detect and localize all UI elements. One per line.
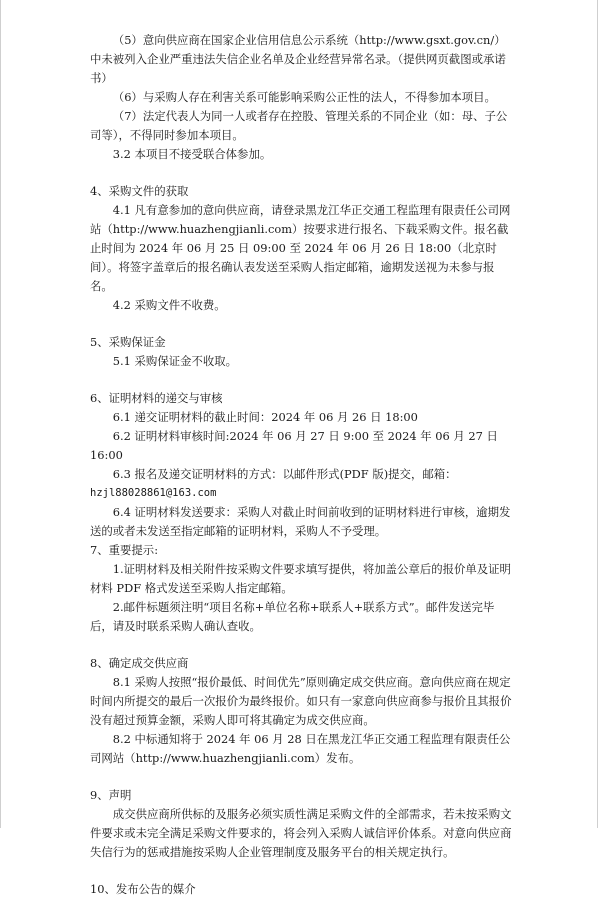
clause-3-2: 3.2 本项目不接受联合体参加。 xyxy=(112,147,272,161)
section-10-heading: 10、发布公告的媒介 xyxy=(90,882,196,896)
section-4-heading: 4、采购文件的获取 xyxy=(90,184,189,198)
clause-8-1: 8.1 采购人按照“报价最低、时间优先”原则确定成交供应商。意向供应商在规定时间内所提交的最后一次报价为最终报价。如只有一家意向供应商参与报价且其报价没有超过预算金额，采购人即可将其确定为成交供应商。 xyxy=(90,675,512,727)
contact-email: hzjl88028861@163.com xyxy=(90,487,217,499)
section-6-heading: 6、证明材料的递交与审核 xyxy=(90,391,223,405)
clause-6-3: 6.3 报名及递交证明材料的方式：以邮件形式(PDF 版)提交，邮箱： xyxy=(112,467,457,481)
clause-3-1-6: （6）与采购人存在利害关系可能影响采购公正性的法人，不得参加本项目。 xyxy=(112,90,496,104)
section-8-heading: 8、确定成交供应商 xyxy=(90,656,189,670)
section-9-heading: 9、声明 xyxy=(90,788,132,802)
section-7-heading: 7、重要提示: xyxy=(90,543,159,557)
clause-3-1-7: （7）法定代表人为同一人或者存在控股、管理关系的不同企业（如：母、子公司等），不得同时参加本项目。 xyxy=(90,109,508,142)
clause-3-1-5: （5）意向供应商在国家企业信用信息公示系统（http://www.gsxt.gov.cn/）中未被列入企业严重违法失信企业名单及企业经营异常名录。（提供网页截图或承诺书） xyxy=(90,33,506,85)
clause-6-2: 6.2 证明材料审核时间:2024 年 06 月 27 日 9:00 至 2024 年 06 月 27 日 16:00 xyxy=(90,429,498,462)
clause-5-1: 5.1 采购保证金不收取。 xyxy=(112,354,238,368)
clause-4-1: 4.1 凡有意参加的意向供应商，请登录黑龙江华正交通工程监理有限责任公司网站（http://www.huazhengjianli.com）按要求进行报名、下载采购文件。报名截止时间为 2024 年 06 月 25 日 09:00 至 2024 年 06 月 26 日 18:00（北京时间）。将签字盖章后的报名确认表发送至采购人指定邮箱，逾期发送视为未参与报名。 xyxy=(90,203,511,293)
notice-2: 2.邮件标题须注明“项目名称+单位名称+联系人+联系方式”。邮件发送完毕后，请及时联系采购人确认查收。 xyxy=(90,600,495,633)
clause-6-1: 6.1 递交证明材料的截止时间：2024 年 06 月 26 日 18:00 xyxy=(112,410,418,424)
section-5-heading: 5、采购保证金 xyxy=(90,335,166,349)
clause-6-4: 6.4 证明材料发送要求：采购人对截止时间前收到的证明材料进行审核，逾期发送的或者未发送至指定邮箱的证明材料，采购人不予受理。 xyxy=(90,505,511,538)
notice-1: 1.证明材料及相关附件按采购文件要求填写提供，将加盖公章后的报价单及证明材料 PDF 格式发送至采购人指定邮箱。 xyxy=(90,562,511,595)
clause-4-2: 4.2 采购文件不收费。 xyxy=(112,298,226,312)
clause-8-2: 8.2 中标通知将于 2024 年 06 月 28 日在黑龙江华正交通工程监理有限责任公司网站（http://www.huazhengjianli.com）发布。 xyxy=(90,732,511,765)
declaration-text: 成交供应商所供标的及服务必须实质性满足采购文件的全部需求，若未按采购文件要求或未完全满足采购文件要求的，将会列入采购人诚信评价体系。对意向供应商失信行为的惩戒措施按采购人企业管理制度及服务平台的相关规定执行。 xyxy=(90,807,512,859)
